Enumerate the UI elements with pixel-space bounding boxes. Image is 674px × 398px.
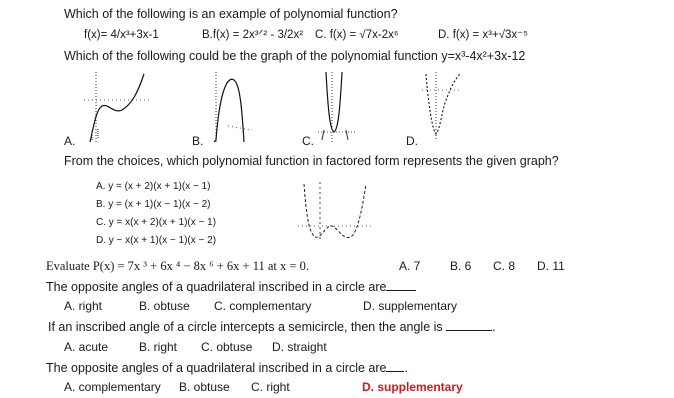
q7-option-a: A. complementary bbox=[64, 380, 161, 394]
q7-option-c: C. right bbox=[251, 380, 290, 394]
graph-c bbox=[318, 70, 358, 144]
question-6-text: If an inscribed angle of a circle intercepts a semicircle, then the angle is . bbox=[48, 320, 496, 334]
graph-q3 bbox=[296, 180, 376, 246]
question-7-text: The opposite angles of a quadrilateral inscribed in a circle are . bbox=[46, 361, 408, 375]
question-3-text: From the choices, which polynomial function in factored form represents the given graph? bbox=[64, 154, 559, 168]
q6-option-a: A. acute bbox=[64, 340, 109, 354]
q5-option-d: D. supplementary bbox=[363, 299, 458, 313]
q4-option-a: A. 7 bbox=[399, 259, 421, 273]
question-4-text: Evaluate P(x) = 7x ³ + 6x ⁴ − 8x ⁶ + 6x + 11 at x = 0. bbox=[46, 259, 309, 273]
graph-d bbox=[420, 70, 466, 144]
question-1-text: Which of the following is an example of polynomial function? bbox=[64, 7, 398, 21]
q6-option-b: B. right bbox=[139, 340, 178, 354]
question-7-label: The opposite angles of a quadrilateral inscribed in a circle are bbox=[46, 361, 387, 375]
graph-a bbox=[84, 70, 154, 144]
q3-option-a: A. y = (x + 2)(x + 1)(x − 1) bbox=[96, 181, 211, 192]
q1-option-d: D. f(x) = x³+√3x⁻⁵ bbox=[438, 29, 528, 41]
answer-blank bbox=[446, 319, 492, 331]
q5-option-a: A. right bbox=[64, 299, 103, 313]
q3-option-b: B. y = (x + 1)(x − 1)(x − 2) bbox=[96, 199, 211, 210]
q1-option-b: B.f(x) = 2x³ᐟ² - 3/2x² bbox=[202, 29, 304, 41]
graph-b-label: B. bbox=[192, 134, 204, 148]
answer-blank bbox=[386, 360, 404, 372]
question-5-label: The opposite angles of a quadrilateral inscribed in a circle are bbox=[46, 280, 387, 294]
q3-option-d: D. y − x(x + 1)(x − 1)(x − 2) bbox=[96, 235, 217, 246]
q6-option-d: D. straight bbox=[272, 340, 327, 354]
q4-option-d: D. 11 bbox=[537, 259, 565, 273]
q4-option-c: C. 8 bbox=[493, 259, 516, 273]
answer-blank bbox=[386, 279, 416, 291]
q1-option-c: C. f(x) = √7x-2x⁶ bbox=[315, 29, 399, 41]
q1-option-a: f(x)= 4/x³+3x-1 bbox=[84, 29, 159, 41]
graph-a-label: A. bbox=[64, 134, 76, 148]
graph-d-label: D. bbox=[406, 134, 418, 148]
q3-option-c: C. y = x(x + 2)(x + 1)(x − 1) bbox=[96, 217, 217, 228]
question-2-text: Which of the following could be the graph of the polynomial function y=x³-4x²+3x-12 bbox=[64, 49, 526, 63]
q5-option-c: C. complementary bbox=[214, 299, 312, 313]
q7-option-d-highlighted: D. supplementary bbox=[362, 380, 463, 394]
q6-option-c: C. obtuse bbox=[201, 340, 253, 354]
graph-b bbox=[208, 70, 258, 144]
question-6-label: If an inscribed angle of a circle intercepts a semicircle, then the angle is bbox=[48, 320, 443, 334]
q7-option-b: B. obtuse bbox=[179, 380, 230, 394]
graph-c-label: C. bbox=[302, 134, 314, 148]
q4-option-b: B. 6 bbox=[450, 259, 472, 273]
q5-option-b: B. obtuse bbox=[139, 299, 190, 313]
question-5-text bbox=[46, 279, 416, 294]
